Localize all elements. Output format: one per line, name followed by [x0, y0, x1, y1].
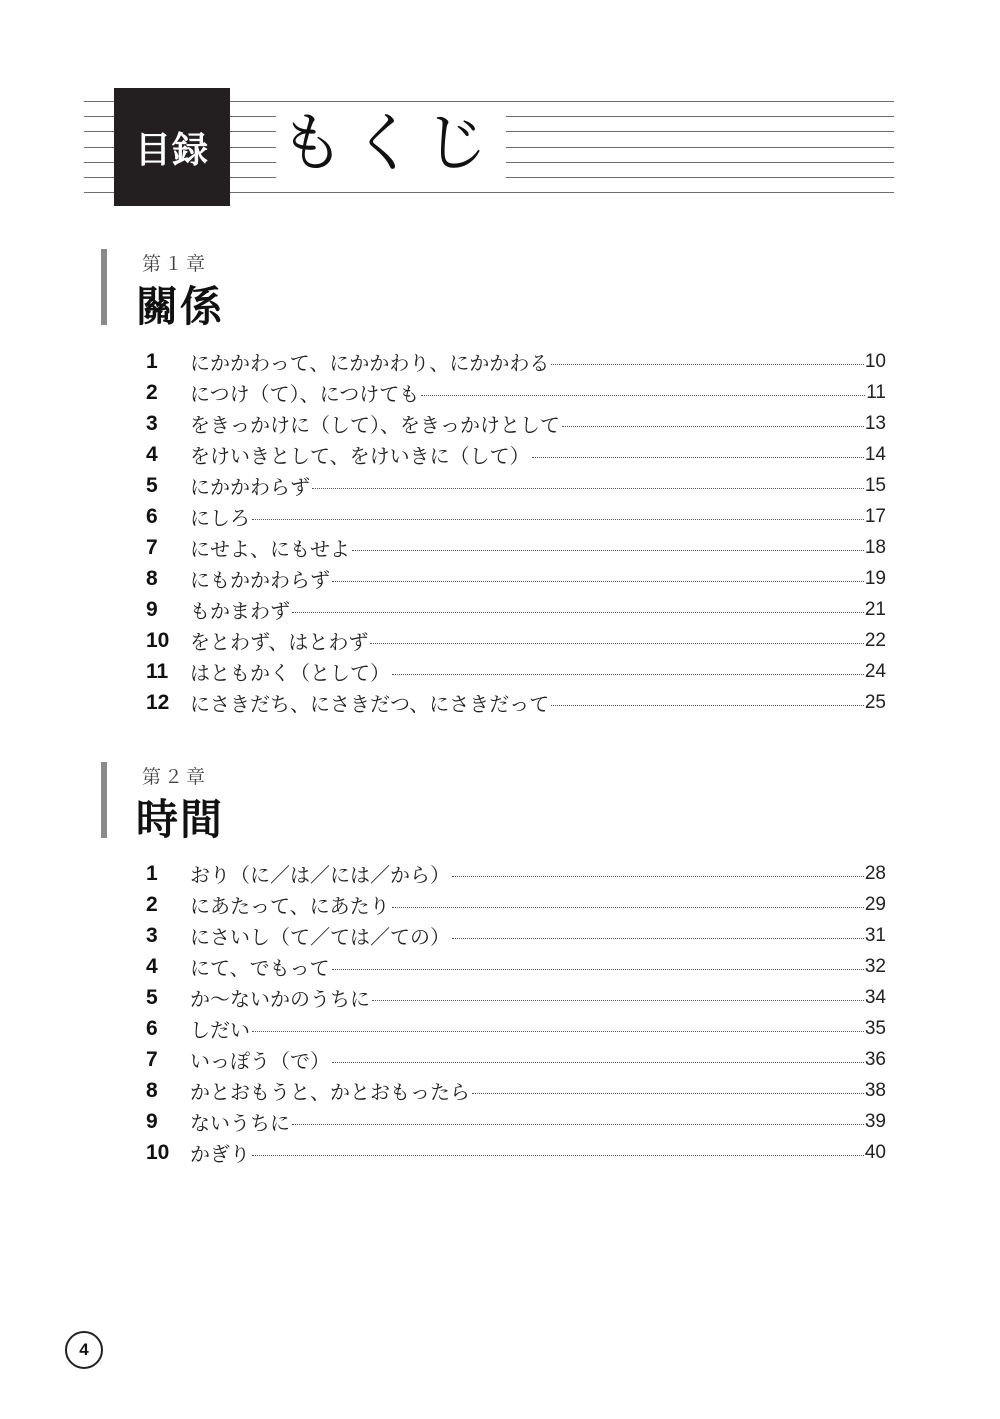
toc-item-number: 8: [146, 1078, 158, 1102]
leader-dots: [252, 1031, 864, 1032]
toc-item[interactable]: [146, 951, 886, 982]
toc-item[interactable]: [146, 687, 886, 718]
leader-dots: [372, 1000, 864, 1001]
toc-item-page: 21: [864, 598, 886, 620]
toc-item[interactable]: [146, 920, 886, 951]
toc-item-number: 9: [146, 597, 158, 621]
toc-item-number: 10: [146, 628, 170, 652]
toc-item-number: 3: [146, 411, 158, 435]
toc-item[interactable]: [146, 982, 886, 1013]
toc-item-title: につけ（て）、につけても: [190, 382, 420, 406]
toc-item-title: か～ないかのうちに: [190, 987, 370, 1011]
toc-item[interactable]: [146, 1044, 886, 1075]
toc-item-number: 7: [146, 1047, 158, 1071]
chapter-1-toc: [146, 346, 886, 718]
toc-item-number: 1: [146, 349, 158, 373]
toc-item[interactable]: [146, 346, 886, 377]
leader-dots: [452, 876, 864, 877]
toc-item-title: もかまわず: [190, 599, 290, 623]
leader-dots: [472, 1093, 864, 1094]
toc-item-page: 13: [864, 412, 886, 434]
toc-item-page: 15: [864, 474, 886, 496]
toc-item[interactable]: [146, 408, 886, 439]
toc-item-page: 11: [866, 381, 886, 403]
toc-item-page: 34: [864, 986, 886, 1008]
toc-item[interactable]: [146, 1106, 886, 1137]
toc-item-number: 4: [146, 442, 158, 466]
toc-item-number: 2: [146, 892, 158, 916]
toc-item-page: 17: [864, 505, 886, 527]
title-kanji: 目録: [114, 88, 230, 206]
page-number: 4: [65, 1331, 103, 1369]
toc-item[interactable]: [146, 532, 886, 563]
toc-item-number: 12: [146, 690, 170, 714]
toc-item-page: 32: [864, 955, 886, 977]
toc-item-title: にあたって、にあたり: [190, 894, 390, 918]
toc-item-title: ないうちに: [190, 1111, 290, 1135]
toc-item-title: にさいし（て／ては／ての）: [190, 925, 450, 949]
toc-item-page: 28: [864, 862, 886, 884]
toc-item-title: おり（に／は／には／から）: [190, 863, 450, 887]
leader-dots: [392, 907, 864, 908]
toc-item[interactable]: [146, 470, 886, 501]
toc-item-page: 40: [864, 1141, 886, 1163]
chapter-1-bar: [101, 249, 107, 325]
toc-item[interactable]: [146, 1137, 886, 1168]
leader-dots: [392, 674, 864, 675]
chapter-1-label: 第１章: [142, 253, 209, 275]
leader-dots: [312, 488, 864, 489]
toc-item-number: 10: [146, 1140, 170, 1164]
leader-dots: [332, 581, 864, 582]
toc-item-title: にもかかわらず: [190, 568, 330, 592]
toc-item-title: にしろ: [190, 506, 250, 530]
chapter-2-label: 第２章: [142, 766, 209, 788]
toc-item[interactable]: [146, 501, 886, 532]
toc-item-number: 2: [146, 380, 158, 404]
toc-item-page: 25: [864, 691, 886, 713]
toc-item[interactable]: [146, 858, 886, 889]
toc-item-number: 5: [146, 473, 158, 497]
toc-item-number: 6: [146, 1016, 158, 1040]
leader-dots: [452, 938, 864, 939]
leader-dots: [421, 395, 865, 396]
leader-dots: [370, 643, 863, 644]
toc-item-number: 7: [146, 535, 158, 559]
toc-item-title: かぎり: [190, 1142, 250, 1166]
toc-item-page: 18: [864, 536, 886, 558]
leader-dots: [332, 969, 864, 970]
toc-item-page: 19: [864, 567, 886, 589]
toc-item-page: 29: [864, 893, 886, 915]
leader-dots: [352, 550, 864, 551]
toc-item-title: しだい: [190, 1018, 250, 1042]
toc-item[interactable]: [146, 656, 886, 687]
toc-item-number: 5: [146, 985, 158, 1009]
toc-item-title: にかかわらず: [190, 475, 310, 499]
toc-item-title: はともかく（として）: [190, 661, 390, 685]
toc-item-page: 24: [864, 660, 886, 682]
toc-item-number: 3: [146, 923, 158, 947]
toc-item[interactable]: [146, 594, 886, 625]
toc-item-number: 8: [146, 566, 158, 590]
toc-item-number: 11: [146, 659, 169, 683]
chapter-2-bar: [101, 762, 107, 838]
toc-item-page: 35: [864, 1017, 886, 1039]
leader-dots: [332, 1062, 864, 1063]
toc-item-number: 4: [146, 954, 158, 978]
leader-dots: [252, 519, 864, 520]
leader-dots: [562, 426, 864, 427]
leader-dots: [551, 705, 864, 706]
toc-item-title: をきっかけに（して）、をきっかけとして: [190, 413, 560, 437]
toc-item-page: 31: [864, 924, 886, 946]
toc-item-title: にかかわって、にかかわり、にかかわる: [190, 351, 550, 375]
leader-dots: [551, 364, 863, 365]
toc-item-number: 9: [146, 1109, 158, 1133]
leader-dots: [532, 457, 864, 458]
toc-item-page: 38: [864, 1079, 886, 1101]
title-kana: もくじ: [276, 104, 506, 184]
toc-item-title: をとわず、はとわず: [190, 630, 369, 654]
toc-item[interactable]: [146, 889, 886, 920]
toc-item[interactable]: [146, 563, 886, 594]
chapter-1-title: 關係: [136, 282, 225, 331]
toc-item-page: 22: [864, 629, 886, 651]
page-header: [0, 0, 1000, 220]
leader-dots: [252, 1155, 864, 1156]
toc-item-page: 36: [864, 1048, 886, 1070]
chapter-2-title: 時間: [136, 795, 225, 844]
toc-item-title: にせよ、にもせよ: [190, 537, 350, 561]
leader-dots: [292, 1124, 864, 1125]
chapter-2-toc: [146, 858, 886, 1168]
toc-item-title: かとおもうと、かとおもったら: [190, 1080, 470, 1104]
toc-item-title: いっぽう（で）: [190, 1049, 330, 1073]
toc-item[interactable]: [146, 439, 886, 470]
toc-item[interactable]: [146, 1013, 886, 1044]
toc-item-page: 14: [864, 443, 886, 465]
toc-item-title: にさきだち、にさきだつ、にさきだって: [190, 692, 550, 716]
toc-item-page: 39: [864, 1110, 886, 1132]
toc-item-title: にて、でもって: [190, 956, 330, 980]
toc-item[interactable]: [146, 625, 886, 656]
toc-item-number: 6: [146, 504, 158, 528]
toc-item-title: をけいきとして、をけいきに（して）: [190, 444, 530, 468]
toc-item-page: 10: [864, 350, 886, 372]
toc-item[interactable]: [146, 377, 886, 408]
toc-item[interactable]: [146, 1075, 886, 1106]
toc-item-number: 1: [146, 861, 158, 885]
leader-dots: [292, 612, 864, 613]
